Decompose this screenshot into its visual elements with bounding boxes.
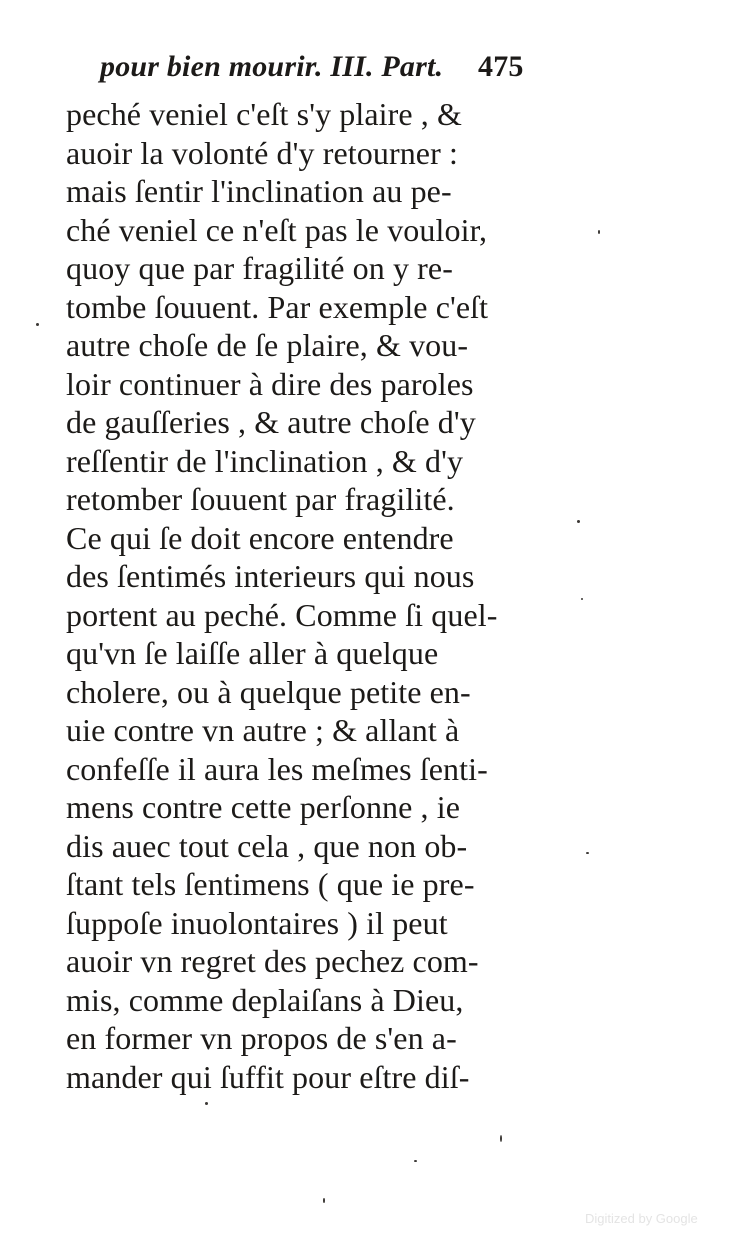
text-line: quoy que par fragilité on y re-	[66, 250, 453, 286]
running-header	[100, 50, 570, 90]
text-line: Ce qui ſe doit encore entendre	[66, 519, 454, 556]
text-line: en former vn propos de s'en a-	[66, 1020, 457, 1056]
digitization-watermark: Digitized by Google	[585, 1211, 698, 1226]
text-line: confeſſe il aura les meſmes ſenti-	[66, 750, 488, 787]
text-line: portent au peché. Comme ſi quel-	[66, 596, 498, 633]
text-line: auoir la volonté d'y retourner :	[66, 134, 458, 171]
text-line: de gauſſeries , & autre choſe d'y	[66, 404, 476, 440]
page-number: 475	[478, 50, 524, 83]
text-line: des ſentimés interieurs qui nous	[66, 558, 475, 594]
ink-speck	[581, 598, 583, 600]
text-line: ſuppoſe inuolontaires ) il peut	[66, 904, 448, 941]
text-line: autre choſe de ſe plaire, & vou-	[66, 327, 469, 363]
text-line: loir continuer à dire des paroles	[66, 365, 474, 402]
ink-speck	[323, 1198, 325, 1203]
text-line: reſſentir de l'inclination , & d'y	[66, 442, 464, 479]
text-line: tombe ſouuent. Par exemple c'eſt	[66, 288, 489, 325]
ink-speck	[598, 230, 600, 234]
ink-speck	[36, 323, 39, 326]
body-text	[66, 95, 566, 1096]
text-line: mens contre cette perſonne , ie	[66, 789, 461, 825]
ink-speck	[500, 1135, 502, 1142]
text-line: uie contre vn autre ; & allant à	[66, 712, 460, 748]
text-line: mis, comme deplaiſans à Dieu,	[66, 981, 464, 1018]
text-line: mais ſentir l'inclination au pe-	[66, 173, 452, 209]
text-line: mander qui ſuffit pour eſtre diſ-	[66, 1058, 470, 1095]
text-line: dis auec tout cela , que non ob-	[66, 827, 468, 864]
ink-speck	[205, 1102, 208, 1105]
text-line: cholere, ou à quelque petite en-	[66, 673, 471, 710]
text-line: ſtant tels ſentimens ( que ie pre-	[66, 866, 475, 902]
text-line: qu'vn ſe laiſſe aller à quelque	[66, 635, 439, 671]
text-line: ché veniel ce n'eſt pas le vouloir,	[66, 211, 488, 248]
running-title: pour bien mourir. III. Part.	[100, 50, 444, 83]
text-line: retomber ſouuent par fragilité.	[66, 481, 455, 517]
text-line: peché veniel c'eſt s'y plaire , &	[66, 96, 463, 132]
ink-speck	[577, 520, 580, 523]
ink-speck	[586, 852, 589, 854]
text-line: auoir vn regret des pechez com-	[66, 943, 479, 979]
ink-speck	[414, 1160, 417, 1162]
